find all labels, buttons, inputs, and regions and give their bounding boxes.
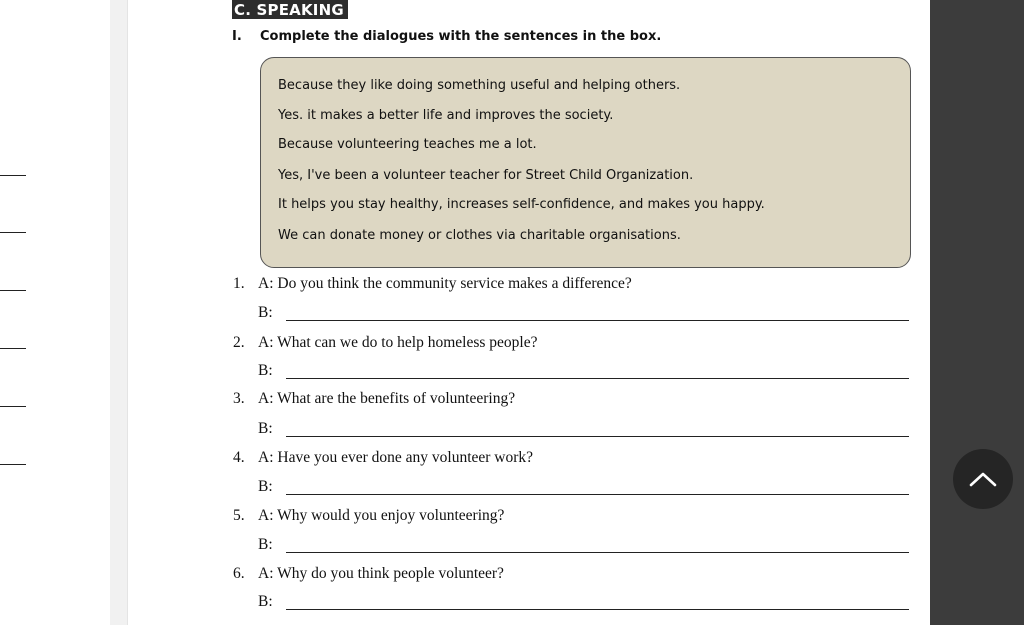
- question-a-text: A: Why do you think people volunteer?: [258, 565, 504, 582]
- box-sentence: We can donate money or clothes via charitable organisations.: [278, 228, 681, 243]
- previous-page-answer-line: [0, 175, 26, 176]
- previous-page-margin: [0, 0, 110, 625]
- answer-b-label: B:: [258, 304, 273, 321]
- answer-b-label: B:: [258, 536, 273, 553]
- answer-b-label: B:: [258, 478, 273, 495]
- question-number: 5.: [233, 507, 245, 524]
- instruction-number: I.: [232, 29, 242, 44]
- box-sentence: It helps you stay healthy, increases self-confidence, and makes you happy.: [278, 197, 765, 212]
- answer-b-label: B:: [258, 420, 273, 437]
- question-number: 4.: [233, 449, 245, 466]
- answer-line[interactable]: [286, 552, 909, 553]
- previous-page-answer-line: [0, 348, 26, 349]
- answer-b-label: B:: [258, 362, 273, 379]
- scroll-to-top-button[interactable]: [953, 449, 1013, 509]
- previous-page-answer-line: [0, 232, 26, 233]
- question-a-text: A: Have you ever done any volunteer work?: [258, 449, 534, 466]
- answer-line[interactable]: [286, 378, 909, 379]
- box-sentence: Because volunteering teaches me a lot.: [278, 137, 537, 152]
- previous-page-answer-line: [0, 290, 26, 291]
- answer-line[interactable]: [286, 320, 909, 321]
- question-number: 6.: [233, 565, 245, 582]
- answer-b-label: B:: [258, 593, 273, 610]
- box-sentence: Yes, I've been a volunteer teacher for Street Child Organization.: [278, 168, 694, 183]
- previous-page-answer-line: [0, 406, 26, 407]
- question-a-text: A: What can we do to help homeless people?: [258, 334, 538, 351]
- question-a-text: A: Do you think the community service makes a difference?: [258, 275, 632, 292]
- answer-line[interactable]: [286, 609, 909, 610]
- answer-line[interactable]: [286, 494, 909, 495]
- chevron-up-icon: [968, 470, 998, 488]
- instruction-text: Complete the dialogues with the sentences in the box.: [260, 29, 662, 44]
- question-number: 1.: [233, 275, 245, 292]
- page-gutter: [110, 0, 128, 625]
- sentence-box: [260, 57, 911, 268]
- section-title: C. SPEAKING: [232, 0, 348, 19]
- question-number: 2.: [233, 334, 245, 351]
- box-sentence: Yes. it makes a better life and improves the society.: [278, 108, 614, 123]
- box-sentence: Because they like doing something useful and helping others.: [278, 78, 681, 93]
- question-a-text: A: Why would you enjoy volunteering?: [258, 507, 505, 524]
- previous-page-answer-line: [0, 464, 26, 465]
- answer-line[interactable]: [286, 436, 909, 437]
- side-panel: [930, 0, 1024, 625]
- question-number: 3.: [233, 390, 245, 407]
- question-a-text: A: What are the benefits of volunteering?: [258, 390, 516, 407]
